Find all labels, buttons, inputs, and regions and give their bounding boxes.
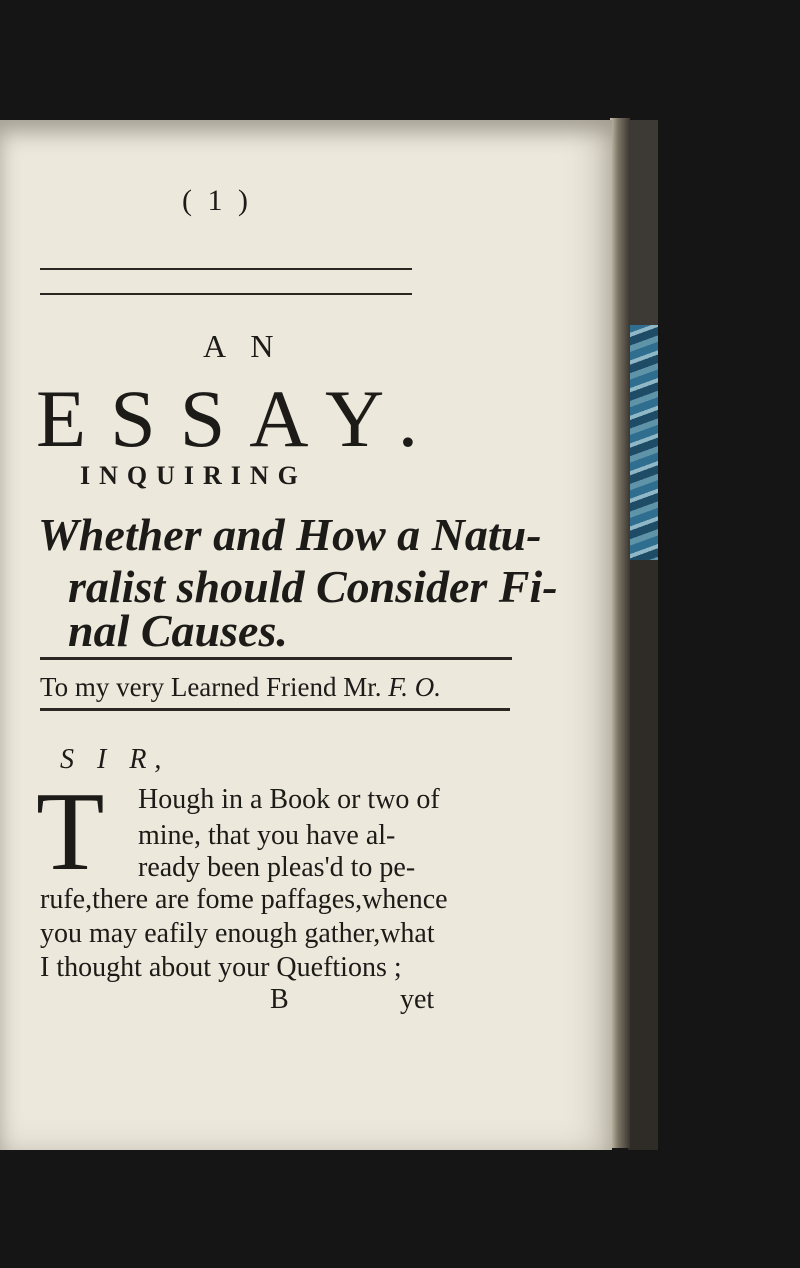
book-cover-board [628, 120, 658, 325]
dedication-rule-bottom [40, 708, 510, 711]
top-rule-2 [40, 293, 412, 295]
body-line-4: rufe,there are fome paffages,whence [40, 884, 448, 915]
subtitle-line-3: nal Causes. [68, 605, 288, 656]
catchword: yet [400, 984, 435, 1015]
title-essay: ESSAY. [36, 373, 443, 464]
body-line-5: you may eafily enough gather,what [40, 918, 435, 949]
page-number: ( 1 ) [182, 184, 252, 217]
body-line-2: mine, that you have al- [138, 820, 396, 851]
title-an: A N [203, 328, 283, 364]
dedication [40, 672, 441, 703]
dedication-text: To my very Learned Friend Mr. [40, 672, 382, 702]
body-line-6: I thought about your Queftions ; [40, 952, 402, 983]
drop-cap: T [36, 770, 105, 894]
dedication-name: F. O. [388, 672, 442, 702]
top-rule-1 [40, 268, 412, 270]
dedication-rule-top [40, 657, 512, 660]
signature-mark: B [270, 984, 289, 1015]
salutation: S I R, [60, 744, 170, 775]
book-cover-board-lower [628, 560, 658, 1150]
marbled-endpaper [628, 325, 658, 560]
body-line-3: ready been pleas'd to pe- [138, 852, 416, 883]
subtitle-line-2: ralist should Consider Fi- [68, 561, 558, 612]
subtitle-line-1: Whether and How a Natu- [38, 509, 542, 560]
body-line-1: Hough in a Book or two of [138, 784, 440, 815]
title-inquiring: INQUIRING [80, 461, 307, 490]
page-edges [610, 118, 630, 1148]
